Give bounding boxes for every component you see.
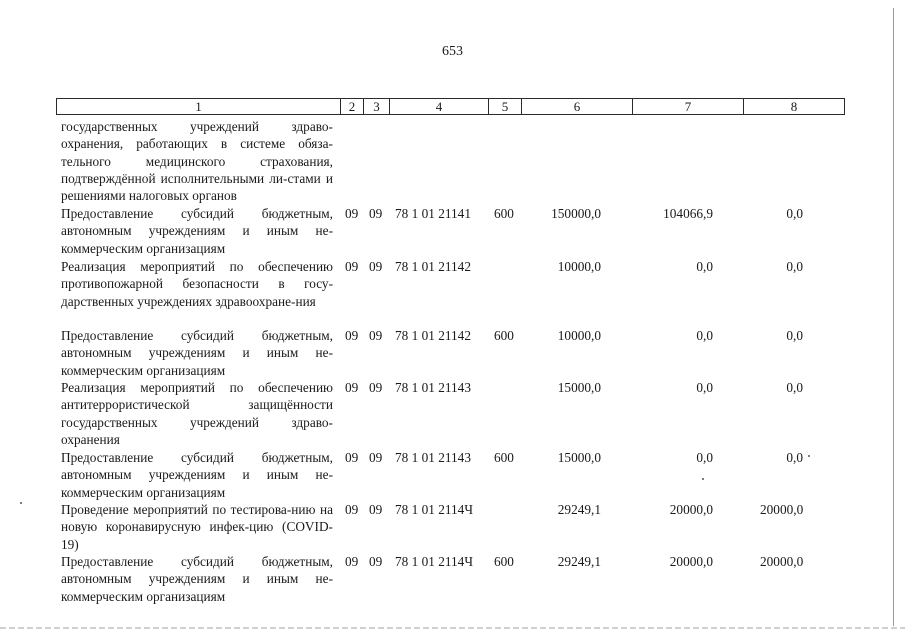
row-value-col8: 20000,0 <box>760 554 804 569</box>
header-col-5: 5 <box>488 99 521 114</box>
row-value-col6: 15000,0 <box>557 450 601 465</box>
header-col-1: 1 <box>195 99 202 114</box>
header-col-3: 3 <box>363 99 389 114</box>
row-subsection: 09 <box>369 380 383 395</box>
row-section: 09 <box>345 206 359 221</box>
header-col-6: 6 <box>521 99 632 114</box>
row-subsection: 09 <box>369 259 383 274</box>
row-value-col6: 29249,1 <box>557 502 601 517</box>
row-value-col8: 0,0 <box>786 259 803 274</box>
row-value-col8: 0,0 <box>786 328 803 343</box>
row-description: Реализация мероприятий по обеспечению антитеррористической защищённости государственных учреждений здраво-охранения <box>61 380 333 447</box>
row-description: Проведение мероприятий по тестирова-нию на новую коронавирусную инфек-цию (COVID-19) <box>61 502 333 552</box>
row-value-col7: 104066,9 <box>663 206 713 221</box>
scan-speck <box>808 455 810 457</box>
row-section: 09 <box>345 328 359 343</box>
row-description: государственных учреждений здраво-охранения, работающих в системе обяза-тельного медицинского страхования, подтверждённой исполнительными ли-стами и решениями налоговых органов <box>61 119 333 204</box>
row-section: 09 <box>345 380 359 395</box>
row-target-code: 78 1 01 21142 <box>395 259 471 274</box>
scan-edge-right <box>893 8 894 626</box>
row-description: Предоставление субсидий бюджетным, автономным учреждениям и иным не-коммерческим организациям <box>61 328 333 378</box>
row-value-col6: 15000,0 <box>557 380 601 395</box>
row-value-col7: 0,0 <box>696 328 713 343</box>
row-expense-type: 600 <box>494 328 514 343</box>
row-subsection: 09 <box>369 450 383 465</box>
row-value-col6: 10000,0 <box>557 328 601 343</box>
row-expense-type: 600 <box>494 206 514 221</box>
header-col-4: 4 <box>389 99 488 114</box>
scan-speck <box>702 478 704 480</box>
row-section: 09 <box>345 502 359 517</box>
row-subsection: 09 <box>369 328 383 343</box>
row-target-code: 78 1 01 21143 <box>395 380 471 395</box>
row-value-col7: 0,0 <box>696 450 713 465</box>
row-value-col7: 0,0 <box>696 259 713 274</box>
header-col-2: 2 <box>340 99 363 114</box>
row-description: Предоставление субсидий бюджетным, автономным учреждениям и иным не-коммерческим организациям <box>61 206 333 256</box>
row-value-col7: 0,0 <box>696 380 713 395</box>
row-subsection: 09 <box>369 502 383 517</box>
row-target-code: 78 1 01 21141 <box>395 206 471 221</box>
row-expense-type: 600 <box>494 450 514 465</box>
row-section: 09 <box>345 450 359 465</box>
header-col-7: 7 <box>632 99 743 114</box>
scan-speck <box>20 502 22 504</box>
row-description: Предоставление субсидий бюджетным, автономным учреждениям и иным не-коммерческим организациям <box>61 554 333 604</box>
row-section: 09 <box>345 554 359 569</box>
row-subsection: 09 <box>369 206 383 221</box>
row-value-col6: 29249,1 <box>557 554 601 569</box>
row-section: 09 <box>345 259 359 274</box>
header-col-8: 8 <box>743 99 844 114</box>
row-target-code: 78 1 01 21142 <box>395 328 471 343</box>
row-value-col6: 10000,0 <box>557 259 601 274</box>
scan-edge-bottom <box>0 627 905 629</box>
row-value-col8: 20000,0 <box>760 502 804 517</box>
row-description: Реализация мероприятий по обеспечению противопожарной безопасности в госу-дарственных учреждениях здравоохране-ния <box>61 259 333 309</box>
row-subsection: 09 <box>369 554 383 569</box>
table-header <box>56 98 845 115</box>
row-value-col8: 0,0 <box>786 380 803 395</box>
row-description: Предоставление субсидий бюджетным, автономным учреждениям и иным не-коммерческим организациям <box>61 450 333 500</box>
row-value-col7: 20000,0 <box>669 502 713 517</box>
row-target-code: 78 1 01 2114Ч <box>395 554 473 569</box>
row-expense-type: 600 <box>494 554 514 569</box>
row-target-code: 78 1 01 2114Ч <box>395 502 473 517</box>
row-value-col6: 150000,0 <box>551 206 601 221</box>
row-value-col8: 0,0 <box>786 206 803 221</box>
row-value-col7: 20000,0 <box>669 554 713 569</box>
page-number: 653 <box>442 44 463 59</box>
row-value-col8: 0,0 <box>786 450 803 465</box>
row-target-code: 78 1 01 21143 <box>395 450 471 465</box>
